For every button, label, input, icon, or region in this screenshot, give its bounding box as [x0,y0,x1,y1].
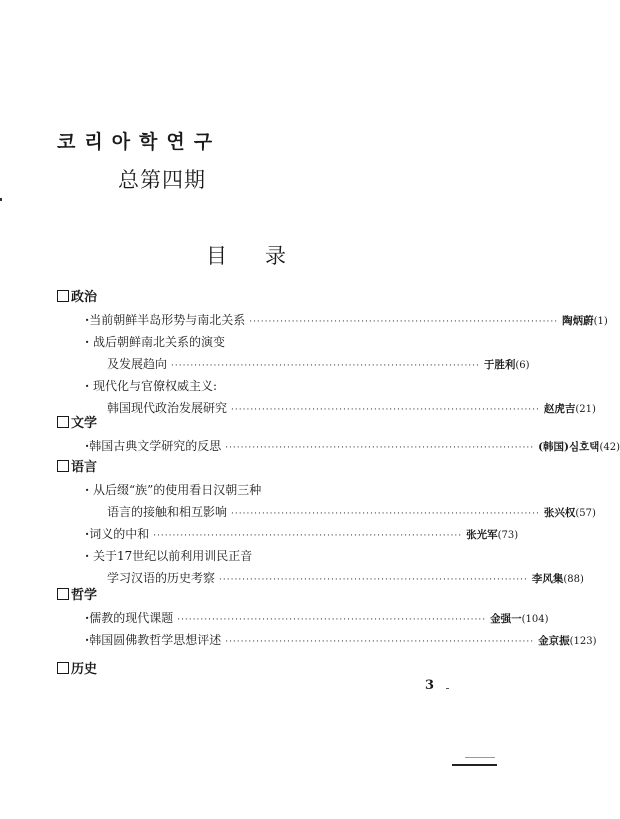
bullet-icon: · [85,633,90,647]
toc-entry[interactable] [85,632,597,650]
section-name: 语言 [71,460,98,475]
toc-entry-continued[interactable] [107,570,584,588]
bullet-icon: · [85,549,90,563]
entry-author: 李风集 [531,573,564,585]
section-name: 哲学 [71,588,98,603]
bullet-icon: · [85,313,90,327]
entry-title-continued: 学习汉语的历史考察 [107,571,216,585]
leader-dots: ················································································ [153,531,463,541]
section-name: 历史 [71,662,98,677]
bullet-icon: · [85,335,90,349]
page-number: 3 [425,678,435,693]
section-heading [57,460,97,476]
bullet-icon: · [85,439,90,453]
entry-author: 张兴权 [543,507,576,519]
entry-title: 词义的中和 [89,527,150,541]
entry-title: 韩国圆佛教哲学思想评述 [89,633,222,647]
toc-entry[interactable] [85,334,447,350]
leader-dots: ················································································ [231,405,540,415]
entry-title: 战后朝鲜南北关系的演变 [93,335,226,349]
section-heading [57,588,97,604]
entry-page: (42) [599,442,620,453]
entry-page: (6) [515,360,530,371]
leader-dots: ················································································ [171,361,480,371]
bullet-icon: · [85,379,90,393]
entry-title: 儒教的现代课题 [89,611,174,625]
toc-entry[interactable] [85,482,447,498]
toc-entry-continued[interactable] [107,504,596,522]
checkbox-square-icon [57,460,69,472]
section-heading [57,416,97,432]
section-heading [57,290,97,306]
entry-page: (73) [497,530,519,541]
leader-dots: ················································································ [225,443,535,453]
scan-mark [446,688,449,689]
entry-title: 韩国古典文学研究的反思 [89,439,222,453]
bullet-icon: · [85,527,90,541]
journal-korean-title: 코리아학연구 [57,131,222,153]
toc-entry-continued[interactable] [107,356,530,374]
entry-author: 陶炳蔚 [562,315,594,327]
entry-author: 张光军 [466,529,498,541]
entry-page: (1) [593,316,608,327]
entry-title-continued: 及发展趋向 [107,357,168,371]
section-heading [57,662,97,678]
entry-title: 当前朝鲜半岛形势与南北关系 [89,313,246,327]
checkbox-square-icon [57,416,69,428]
entry-page: (57) [575,508,596,519]
entry-author: (韩国)심호택 [538,441,600,453]
leader-dots: ················································································ [177,615,487,625]
toc-entry[interactable] [85,438,620,456]
leader-dots: ················································································ [231,509,540,519]
checkbox-square-icon [57,662,69,674]
bullet-icon: · [85,611,90,625]
entry-title: 现代化与官僚权威主义: [93,379,218,393]
entry-page: (21) [575,404,596,415]
checkbox-square-icon [57,588,69,600]
leader-dots: ················································································ [219,575,528,585]
toc-entry[interactable] [85,378,447,394]
leader-dots: ················································································ [225,637,535,647]
entry-author: 于胜利 [483,359,516,371]
scan-mark [0,198,2,201]
entry-title: 关于17世纪以前利用训民正音 [93,549,253,563]
entry-title-continued: 语言的接触和相互影响 [107,505,228,519]
entry-page: (88) [563,574,584,585]
toc-entry-continued[interactable] [107,400,596,418]
section-name: 政治 [71,290,98,305]
toc-entry[interactable] [85,548,447,564]
toc-entry[interactable] [85,610,549,628]
section-name: 文学 [71,416,98,431]
scan-mark [465,757,495,758]
scan-mark [452,764,497,766]
toc-heading: 目录 [206,244,324,268]
toc-entry[interactable] [85,312,608,330]
entry-author: 金强一 [490,613,522,625]
toc-entry[interactable] [85,526,519,544]
leader-dots: ················································································ [249,317,559,327]
entry-page: (104) [521,614,549,625]
entry-title: 从后缀“族”的使用看日汉朝三种 [93,483,262,497]
entry-author: 赵虎吉 [543,403,576,415]
entry-page: (123) [569,636,597,647]
bullet-icon: · [85,483,90,497]
checkbox-square-icon [57,290,69,302]
issue-label: 总第四期 [118,168,206,192]
entry-author: 金京振 [538,635,570,647]
entry-title-continued: 韩国现代政治发展研究 [107,401,228,415]
